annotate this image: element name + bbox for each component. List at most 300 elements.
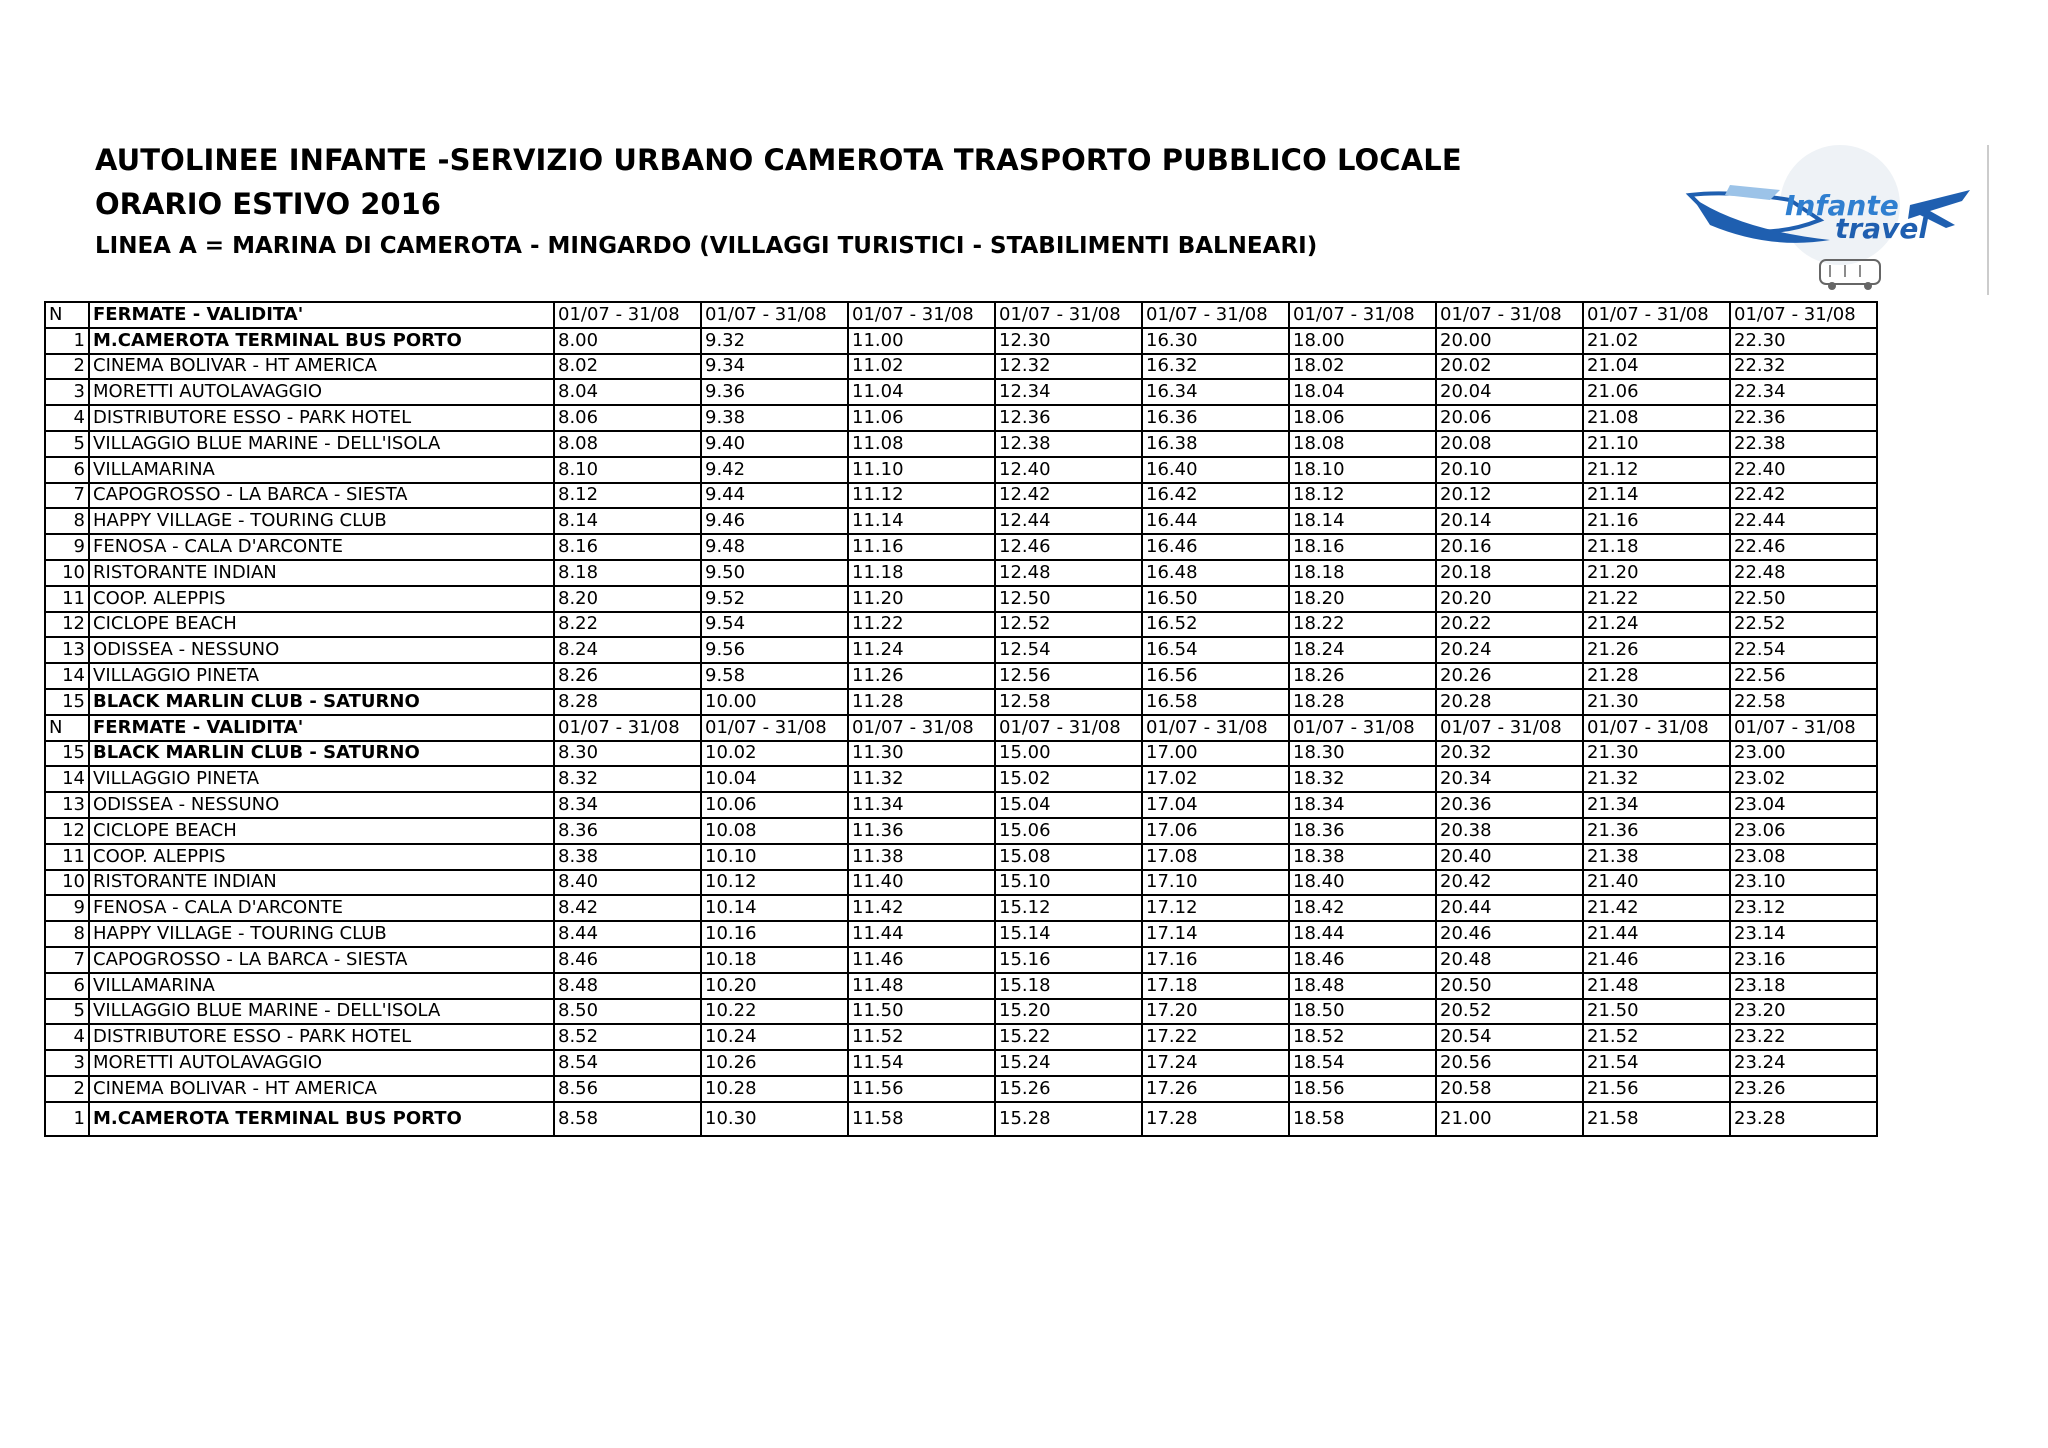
stop-name: VILLAMARINA (89, 973, 554, 999)
departure-time: 8.08 (554, 431, 701, 457)
stop-number: 13 (45, 792, 89, 818)
departure-time: 16.38 (1142, 431, 1289, 457)
stop-name: MORETTI AUTOLAVAGGIO (89, 1050, 554, 1076)
stop-name: FENOSA - CALA D'ARCONTE (89, 895, 554, 921)
departure-time: 18.08 (1289, 431, 1436, 457)
table-row (45, 560, 1877, 586)
departure-time: 16.40 (1142, 457, 1289, 483)
column-header-validity: 01/07 - 31/08 (995, 302, 1142, 328)
departure-time: 23.24 (1730, 1050, 1877, 1076)
ship-plane-bus-logo-icon (1670, 145, 1990, 295)
stop-number: 4 (45, 405, 89, 431)
departure-time: 17.28 (1142, 1102, 1289, 1136)
departure-time: 20.36 (1436, 792, 1583, 818)
table-row (45, 1102, 1877, 1136)
table-row (45, 1050, 1877, 1076)
departure-time: 12.34 (995, 379, 1142, 405)
departure-time: 17.16 (1142, 947, 1289, 973)
departure-time: 20.44 (1436, 895, 1583, 921)
departure-time: 12.58 (995, 689, 1142, 715)
departure-time: 10.20 (701, 973, 848, 999)
departure-time: 22.52 (1730, 612, 1877, 638)
departure-time: 21.58 (1583, 1102, 1730, 1136)
stop-name: VILLAMARINA (89, 457, 554, 483)
departure-time: 22.48 (1730, 560, 1877, 586)
stop-number: 4 (45, 1024, 89, 1050)
departure-time: 22.30 (1730, 328, 1877, 354)
departure-time: 8.36 (554, 818, 701, 844)
departure-time: 20.00 (1436, 328, 1583, 354)
table-row (45, 895, 1877, 921)
departure-time: 11.24 (848, 637, 995, 663)
table-row (45, 741, 1877, 767)
departure-time: 22.56 (1730, 663, 1877, 689)
column-header-validity: 01/07 - 31/08 (701, 302, 848, 328)
departure-time: 22.50 (1730, 586, 1877, 612)
table-row (45, 1024, 1877, 1050)
departure-time: 18.34 (1289, 792, 1436, 818)
departure-time: 18.58 (1289, 1102, 1436, 1136)
departure-time: 11.20 (848, 586, 995, 612)
departure-time: 18.28 (1289, 689, 1436, 715)
departure-time: 9.46 (701, 508, 848, 534)
departure-time: 8.42 (554, 895, 701, 921)
departure-time: 8.32 (554, 766, 701, 792)
departure-time: 8.56 (554, 1076, 701, 1102)
column-header-validity: 01/07 - 31/08 (995, 715, 1142, 741)
departure-time: 22.36 (1730, 405, 1877, 431)
departure-time: 10.06 (701, 792, 848, 818)
departure-time: 16.56 (1142, 663, 1289, 689)
departure-time: 20.12 (1436, 483, 1583, 509)
departure-time: 11.40 (848, 870, 995, 896)
departure-time: 18.10 (1289, 457, 1436, 483)
departure-time: 21.16 (1583, 508, 1730, 534)
column-header-validity: 01/07 - 31/08 (848, 302, 995, 328)
departure-time: 20.54 (1436, 1024, 1583, 1050)
departure-time: 20.48 (1436, 947, 1583, 973)
departure-time: 22.44 (1730, 508, 1877, 534)
departure-time: 23.26 (1730, 1076, 1877, 1102)
departure-time: 20.38 (1436, 818, 1583, 844)
departure-time: 17.26 (1142, 1076, 1289, 1102)
stop-name: HAPPY VILLAGE - TOURING CLUB (89, 921, 554, 947)
departure-time: 10.04 (701, 766, 848, 792)
departure-time: 16.58 (1142, 689, 1289, 715)
departure-time: 9.56 (701, 637, 848, 663)
departure-time: 20.18 (1436, 560, 1583, 586)
departure-time: 15.06 (995, 818, 1142, 844)
departure-time: 18.40 (1289, 870, 1436, 896)
departure-time: 21.52 (1583, 1024, 1730, 1050)
departure-time: 15.20 (995, 999, 1142, 1025)
stop-number: 14 (45, 663, 89, 689)
infante-travel-logo (1670, 145, 1990, 295)
table-row (45, 921, 1877, 947)
departure-time: 11.54 (848, 1050, 995, 1076)
departure-time: 11.44 (848, 921, 995, 947)
departure-time: 21.32 (1583, 766, 1730, 792)
departure-time: 18.48 (1289, 973, 1436, 999)
departure-time: 18.36 (1289, 818, 1436, 844)
table-row (45, 663, 1877, 689)
table-row (45, 431, 1877, 457)
departure-time: 23.06 (1730, 818, 1877, 844)
departure-time: 10.24 (701, 1024, 848, 1050)
departure-time: 8.00 (554, 328, 701, 354)
document-subtitle: ORARIO ESTIVO 2016 (95, 187, 441, 221)
departure-time: 15.16 (995, 947, 1142, 973)
departure-time: 9.52 (701, 586, 848, 612)
departure-time: 8.46 (554, 947, 701, 973)
departure-time: 20.32 (1436, 741, 1583, 767)
table-header-row (45, 302, 1877, 328)
departure-time: 23.28 (1730, 1102, 1877, 1136)
departure-time: 18.44 (1289, 921, 1436, 947)
departure-time: 23.12 (1730, 895, 1877, 921)
departure-time: 9.48 (701, 534, 848, 560)
stop-name: VILLAGGIO PINETA (89, 663, 554, 689)
stop-name: HAPPY VILLAGE - TOURING CLUB (89, 508, 554, 534)
departure-time: 21.14 (1583, 483, 1730, 509)
departure-time: 8.50 (554, 999, 701, 1025)
departure-time: 11.32 (848, 766, 995, 792)
departure-time: 18.42 (1289, 895, 1436, 921)
departure-time: 8.40 (554, 870, 701, 896)
departure-time: 8.52 (554, 1024, 701, 1050)
departure-time: 21.10 (1583, 431, 1730, 457)
departure-time: 11.18 (848, 560, 995, 586)
table-row (45, 405, 1877, 431)
column-header-validity: 01/07 - 31/08 (1583, 715, 1730, 741)
departure-time: 23.08 (1730, 844, 1877, 870)
logo-word-travel: travel (1835, 212, 1928, 245)
departure-time: 12.30 (995, 328, 1142, 354)
column-header-validity: 01/07 - 31/08 (848, 715, 995, 741)
departure-time: 18.26 (1289, 663, 1436, 689)
departure-time: 20.46 (1436, 921, 1583, 947)
departure-time: 15.12 (995, 895, 1142, 921)
stop-name: DISTRIBUTORE ESSO - PARK HOTEL (89, 405, 554, 431)
departure-time: 12.36 (995, 405, 1142, 431)
departure-time: 11.42 (848, 895, 995, 921)
logo-word-infante: Infante (1785, 189, 1899, 222)
departure-time: 21.54 (1583, 1050, 1730, 1076)
departure-time: 12.42 (995, 483, 1142, 509)
departure-time: 21.28 (1583, 663, 1730, 689)
stop-name: ODISSEA - NESSUNO (89, 637, 554, 663)
departure-time: 20.16 (1436, 534, 1583, 560)
departure-time: 8.06 (554, 405, 701, 431)
departure-time: 18.06 (1289, 405, 1436, 431)
departure-time: 11.56 (848, 1076, 995, 1102)
stop-number: 10 (45, 560, 89, 586)
departure-time: 18.24 (1289, 637, 1436, 663)
stop-number: 8 (45, 508, 89, 534)
table-row (45, 870, 1877, 896)
departure-time: 9.36 (701, 379, 848, 405)
departure-time: 11.12 (848, 483, 995, 509)
departure-time: 12.52 (995, 612, 1142, 638)
departure-time: 17.08 (1142, 844, 1289, 870)
stop-name: RISTORANTE INDIAN (89, 870, 554, 896)
departure-time: 9.34 (701, 354, 848, 380)
departure-time: 17.24 (1142, 1050, 1289, 1076)
departure-time: 20.14 (1436, 508, 1583, 534)
departure-time: 15.18 (995, 973, 1142, 999)
departure-time: 22.38 (1730, 431, 1877, 457)
departure-time: 12.32 (995, 354, 1142, 380)
table-row (45, 818, 1877, 844)
departure-time: 21.02 (1583, 328, 1730, 354)
departure-time: 21.08 (1583, 405, 1730, 431)
column-header-validity: 01/07 - 31/08 (1730, 715, 1877, 741)
departure-time: 18.52 (1289, 1024, 1436, 1050)
departure-time: 9.44 (701, 483, 848, 509)
departure-time: 11.30 (848, 741, 995, 767)
stop-name: VILLAGGIO BLUE MARINE - DELL'ISOLA (89, 431, 554, 457)
departure-time: 18.04 (1289, 379, 1436, 405)
timetable-body (45, 302, 1877, 1136)
departure-time: 18.14 (1289, 508, 1436, 534)
departure-time: 8.38 (554, 844, 701, 870)
departure-time: 20.24 (1436, 637, 1583, 663)
departure-time: 12.40 (995, 457, 1142, 483)
departure-time: 16.32 (1142, 354, 1289, 380)
stop-number: 2 (45, 354, 89, 380)
stop-name: VILLAGGIO BLUE MARINE - DELL'ISOLA (89, 999, 554, 1025)
departure-time: 11.38 (848, 844, 995, 870)
departure-time: 18.16 (1289, 534, 1436, 560)
stop-number: 8 (45, 921, 89, 947)
departure-time: 18.30 (1289, 741, 1436, 767)
column-header-n: N (45, 302, 89, 328)
departure-time: 23.18 (1730, 973, 1877, 999)
departure-time: 21.44 (1583, 921, 1730, 947)
departure-time: 8.12 (554, 483, 701, 509)
table-row (45, 483, 1877, 509)
departure-time: 11.48 (848, 973, 995, 999)
departure-time: 11.02 (848, 354, 995, 380)
column-header-validity: 01/07 - 31/08 (1289, 715, 1436, 741)
departure-time: 21.06 (1583, 379, 1730, 405)
departure-time: 8.44 (554, 921, 701, 947)
departure-time: 11.10 (848, 457, 995, 483)
table-row (45, 354, 1877, 380)
departure-time: 21.46 (1583, 947, 1730, 973)
table-row (45, 689, 1877, 715)
departure-time: 21.30 (1583, 689, 1730, 715)
departure-time: 18.32 (1289, 766, 1436, 792)
departure-time: 18.18 (1289, 560, 1436, 586)
departure-time: 21.48 (1583, 973, 1730, 999)
departure-time: 11.16 (848, 534, 995, 560)
departure-time: 12.46 (995, 534, 1142, 560)
departure-time: 11.50 (848, 999, 995, 1025)
stop-number: 3 (45, 1050, 89, 1076)
departure-time: 9.50 (701, 560, 848, 586)
departure-time: 18.20 (1289, 586, 1436, 612)
departure-time: 16.46 (1142, 534, 1289, 560)
column-header-validity: 01/07 - 31/08 (1289, 302, 1436, 328)
departure-time: 23.02 (1730, 766, 1877, 792)
document-title: AUTOLINEE INFANTE -SERVIZIO URBANO CAMEROTA TRASPORTO PUBBLICO LOCALE (95, 143, 1462, 177)
table-row (45, 844, 1877, 870)
departure-time: 15.24 (995, 1050, 1142, 1076)
stop-number: 9 (45, 534, 89, 560)
departure-time: 8.24 (554, 637, 701, 663)
stop-name: MORETTI AUTOLAVAGGIO (89, 379, 554, 405)
departure-time: 8.16 (554, 534, 701, 560)
timetable (44, 301, 1878, 1137)
departure-time: 20.56 (1436, 1050, 1583, 1076)
departure-time: 8.04 (554, 379, 701, 405)
departure-time: 20.26 (1436, 663, 1583, 689)
departure-time: 16.44 (1142, 508, 1289, 534)
stop-number: 7 (45, 947, 89, 973)
departure-time: 18.46 (1289, 947, 1436, 973)
table-row (45, 379, 1877, 405)
table-row (45, 508, 1877, 534)
departure-time: 17.04 (1142, 792, 1289, 818)
departure-time: 8.10 (554, 457, 701, 483)
stop-name: RISTORANTE INDIAN (89, 560, 554, 586)
departure-time: 22.54 (1730, 637, 1877, 663)
departure-time: 21.38 (1583, 844, 1730, 870)
table-row (45, 457, 1877, 483)
table-row (45, 612, 1877, 638)
departure-time: 16.54 (1142, 637, 1289, 663)
departure-time: 17.10 (1142, 870, 1289, 896)
departure-time: 10.10 (701, 844, 848, 870)
departure-time: 21.30 (1583, 741, 1730, 767)
departure-time: 9.38 (701, 405, 848, 431)
departure-time: 9.58 (701, 663, 848, 689)
table-row (45, 947, 1877, 973)
departure-time: 16.50 (1142, 586, 1289, 612)
departure-time: 17.12 (1142, 895, 1289, 921)
departure-time: 21.26 (1583, 637, 1730, 663)
departure-time: 11.34 (848, 792, 995, 818)
departure-time: 15.28 (995, 1102, 1142, 1136)
departure-time: 15.26 (995, 1076, 1142, 1102)
departure-time: 8.18 (554, 560, 701, 586)
departure-time: 21.04 (1583, 354, 1730, 380)
column-header-validity: 01/07 - 31/08 (1436, 302, 1583, 328)
departure-time: 8.14 (554, 508, 701, 534)
departure-time: 21.56 (1583, 1076, 1730, 1102)
table-row (45, 534, 1877, 560)
departure-time: 12.48 (995, 560, 1142, 586)
departure-time: 16.36 (1142, 405, 1289, 431)
departure-time: 8.58 (554, 1102, 701, 1136)
line-description: LINEA A = MARINA DI CAMEROTA - MINGARDO (VILLAGGI TURISTICI - STABILIMENTI BALNEARI) (95, 233, 1318, 259)
departure-time: 22.46 (1730, 534, 1877, 560)
stop-number: 1 (45, 1102, 89, 1136)
departure-time: 20.22 (1436, 612, 1583, 638)
stop-name: M.CAMEROTA TERMINAL BUS PORTO (89, 328, 554, 354)
departure-time: 18.56 (1289, 1076, 1436, 1102)
stop-number: 12 (45, 612, 89, 638)
departure-time: 23.00 (1730, 741, 1877, 767)
departure-time: 21.50 (1583, 999, 1730, 1025)
departure-time: 8.34 (554, 792, 701, 818)
departure-time: 22.32 (1730, 354, 1877, 380)
departure-time: 21.42 (1583, 895, 1730, 921)
departure-time: 20.42 (1436, 870, 1583, 896)
departure-time: 15.10 (995, 870, 1142, 896)
departure-time: 16.30 (1142, 328, 1289, 354)
departure-time: 23.16 (1730, 947, 1877, 973)
departure-time: 20.52 (1436, 999, 1583, 1025)
departure-time: 20.58 (1436, 1076, 1583, 1102)
departure-time: 8.28 (554, 689, 701, 715)
stop-name: FENOSA - CALA D'ARCONTE (89, 534, 554, 560)
departure-time: 15.00 (995, 741, 1142, 767)
table-row (45, 637, 1877, 663)
departure-time: 9.32 (701, 328, 848, 354)
column-header-validity: 01/07 - 31/08 (554, 715, 701, 741)
departure-time: 8.22 (554, 612, 701, 638)
departure-time: 21.36 (1583, 818, 1730, 844)
departure-time: 20.28 (1436, 689, 1583, 715)
departure-time: 20.40 (1436, 844, 1583, 870)
departure-time: 22.58 (1730, 689, 1877, 715)
departure-time: 8.20 (554, 586, 701, 612)
table-row (45, 328, 1877, 354)
stop-name: M.CAMEROTA TERMINAL BUS PORTO (89, 1102, 554, 1136)
departure-time: 21.22 (1583, 586, 1730, 612)
stop-name: COOP. ALEPPIS (89, 844, 554, 870)
stop-number: 15 (45, 689, 89, 715)
departure-time: 22.42 (1730, 483, 1877, 509)
departure-time: 11.08 (848, 431, 995, 457)
table-row (45, 766, 1877, 792)
departure-time: 16.52 (1142, 612, 1289, 638)
departure-time: 15.08 (995, 844, 1142, 870)
departure-time: 16.48 (1142, 560, 1289, 586)
column-header-validity: 01/07 - 31/08 (1142, 715, 1289, 741)
stop-name: CICLOPE BEACH (89, 818, 554, 844)
stop-name: BLACK MARLIN CLUB - SATURNO (89, 689, 554, 715)
stop-number: 7 (45, 483, 89, 509)
departure-time: 12.54 (995, 637, 1142, 663)
departure-time: 23.10 (1730, 870, 1877, 896)
table-row (45, 999, 1877, 1025)
departure-time: 11.04 (848, 379, 995, 405)
departure-time: 15.02 (995, 766, 1142, 792)
stop-name: VILLAGGIO PINETA (89, 766, 554, 792)
column-header-stops: FERMATE - VALIDITA' (89, 715, 554, 741)
departure-time: 12.50 (995, 586, 1142, 612)
departure-time: 11.58 (848, 1102, 995, 1136)
departure-time: 18.00 (1289, 328, 1436, 354)
departure-time: 10.08 (701, 818, 848, 844)
departure-time: 10.14 (701, 895, 848, 921)
departure-time: 18.50 (1289, 999, 1436, 1025)
departure-time: 15.14 (995, 921, 1142, 947)
stop-name: CAPOGROSSO - LA BARCA - SIESTA (89, 483, 554, 509)
document-header (95, 138, 1462, 266)
departure-time: 10.22 (701, 999, 848, 1025)
departure-time: 23.04 (1730, 792, 1877, 818)
departure-time: 16.42 (1142, 483, 1289, 509)
stop-name: CICLOPE BEACH (89, 612, 554, 638)
departure-time: 11.22 (848, 612, 995, 638)
departure-time: 8.26 (554, 663, 701, 689)
departure-time: 9.42 (701, 457, 848, 483)
departure-time: 21.00 (1436, 1102, 1583, 1136)
